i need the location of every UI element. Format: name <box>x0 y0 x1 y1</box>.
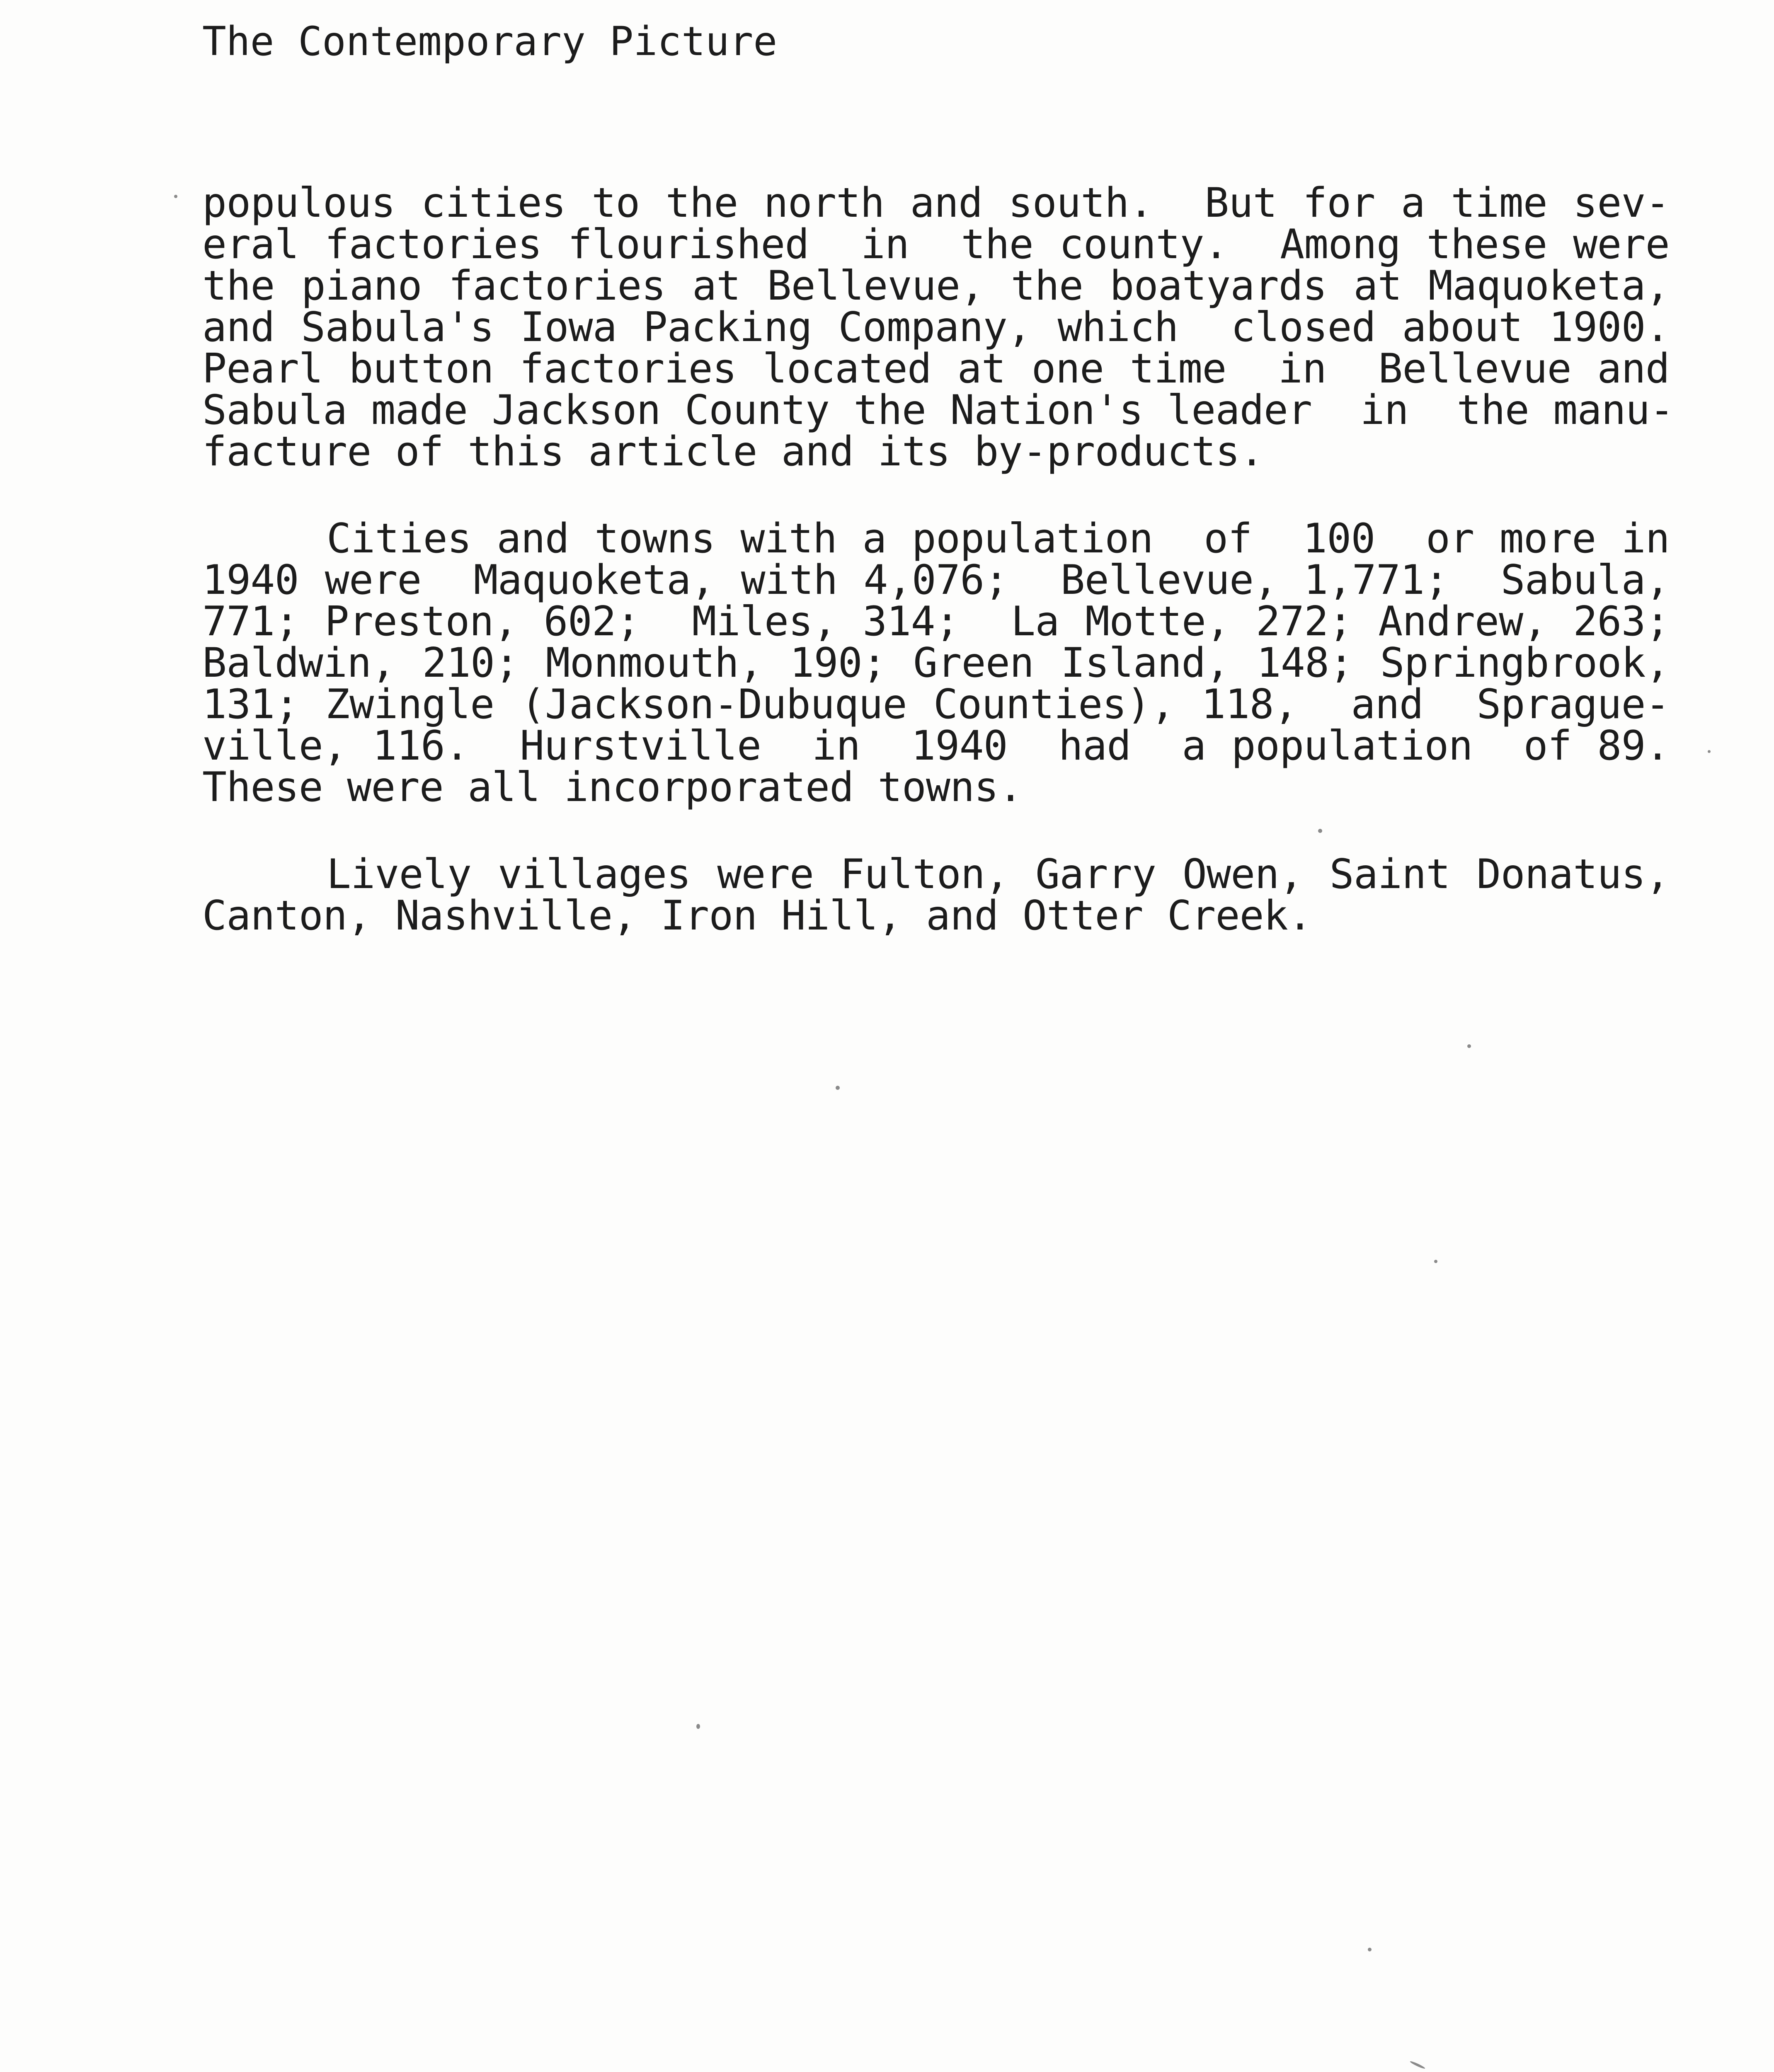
text-line: Cities and towns with a population of 100 or more in <box>327 515 1670 562</box>
running-header: The Contemporary Picture <box>202 18 778 65</box>
text-line: and Sabula's Iowa Packing Company, which closed about 1900. <box>202 304 1670 351</box>
text-line: 771; Preston, 602; Miles, 314; La Motte, 272; Andrew, 263; <box>202 598 1670 645</box>
text-line: eral factories flourished in the county. Among these were <box>202 221 1670 268</box>
text-line: These were all incorporated towns. <box>202 764 1023 811</box>
scan-speck <box>1434 1260 1437 1263</box>
scan-speck <box>1467 1044 1471 1048</box>
scan-speck <box>1708 750 1711 753</box>
text-line: ville, 116. Hurstville in 1940 had a population of 89. <box>202 722 1670 770</box>
text-line: Baldwin, 210; Monmouth, 190; Green Island, 148; Springbrook, <box>202 639 1670 687</box>
text-line: Sabula made Jackson County the Nation's leader in the manu- <box>202 387 1674 434</box>
scan-speck <box>836 1086 840 1090</box>
scan-speck <box>174 195 177 198</box>
scan-speck <box>1318 829 1322 833</box>
scan-speck <box>1368 1948 1372 1951</box>
text-line: populous cities to the north and south. But for a time sev- <box>202 179 1670 227</box>
text-line: Canton, Nashville, Iron Hill, and Otter Creek. <box>202 892 1312 939</box>
scan-speck <box>1410 2060 1426 2070</box>
text-line: Lively villages were Fulton, Garry Owen, Saint Donatus, <box>327 851 1670 898</box>
text-line: 131; Zwingle (Jackson-Dubuque Counties), 118, and Sprague- <box>202 681 1670 728</box>
text-line: the piano factories at Bellevue, the boatyards at Maquoketa, <box>202 262 1670 310</box>
text-line: 1940 were Maquoketa, with 4,076; Bellevue, 1,771; Sabula, <box>202 557 1670 604</box>
text-line: Pearl button factories located at one time in Bellevue and <box>202 345 1670 392</box>
scan-speck <box>696 1724 700 1729</box>
text-line: facture of this article and its by-products. <box>202 428 1264 475</box>
